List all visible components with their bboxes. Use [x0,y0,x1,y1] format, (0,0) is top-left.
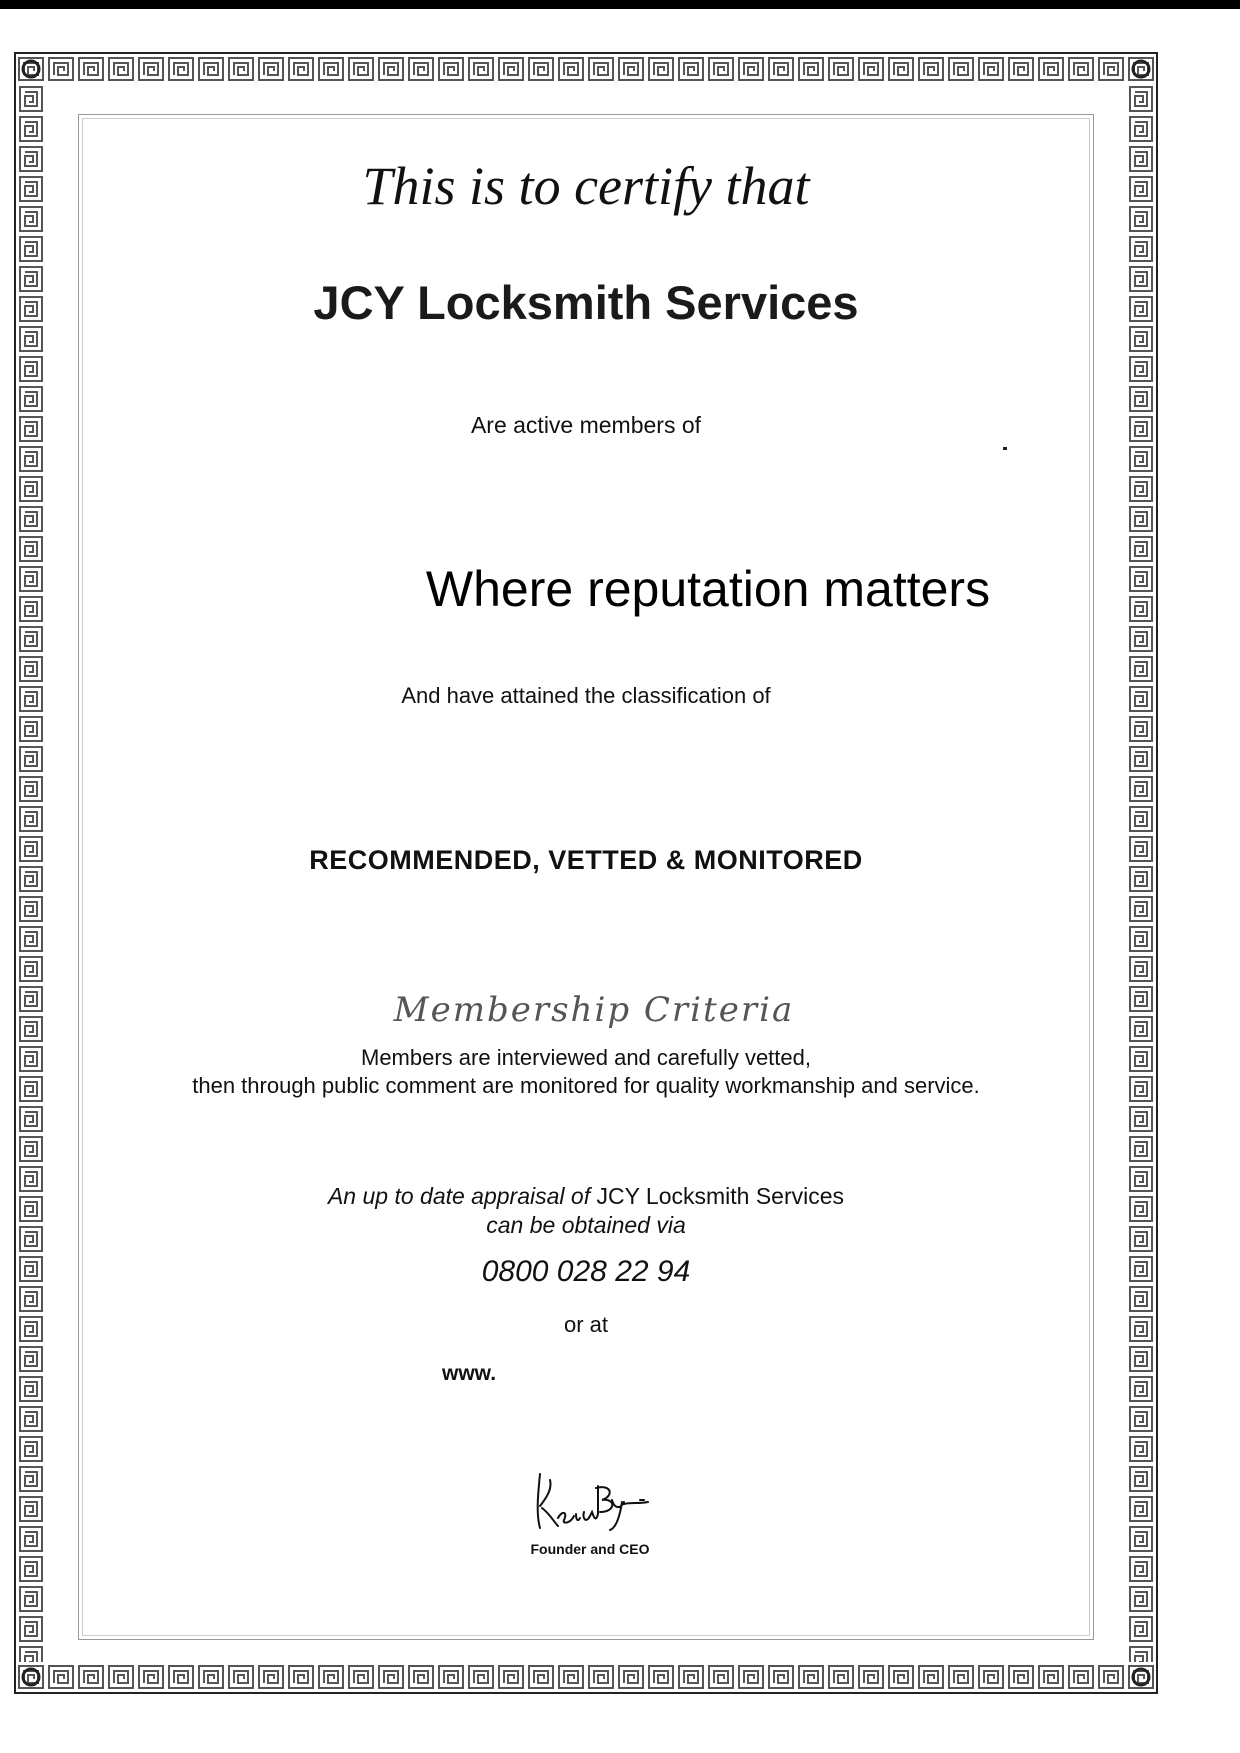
attained-text: And have attained the classification of [401,683,771,708]
signatory-title: Founder and CEO [530,1541,650,1557]
appraisal-company: JCY Locksmith Services [596,1183,845,1209]
membership-criteria-heading: Membership Criteria [393,990,795,1030]
members-of-text: Are active members of [470,412,702,438]
certificate-inner-frame [78,114,1094,1640]
company-name: JCY Locksmith Services [313,276,859,329]
ceo-signature [532,1466,652,1534]
greek-key-border-right [1126,84,1156,1662]
criteria-description [192,1044,980,1100]
scan-speck [1003,447,1007,450]
criteria-line-1: Members are interviewed and carefully vetted, [360,1045,811,1070]
greek-key-border-left [16,84,46,1662]
phone-number[interactable]: 0800 028 22 94 [481,1255,691,1288]
greek-key-border-bottom [16,1662,1156,1692]
appraisal-prefix: An up to date appraisal of [327,1183,591,1209]
scan-edge-bar [0,0,1240,9]
organization-tagline: Where reputation matters [425,561,991,617]
classification-title: RECOMMENDED, VETTED & MONITORED [309,845,863,875]
certify-heading: This is to certify that [362,156,810,216]
criteria-line-2: then through public comment are monitored for quality workmanship and service. [192,1073,980,1098]
appraisal-text [328,1182,844,1240]
appraisal-line-2: can be obtained via [486,1212,686,1238]
or-at-text: or at [563,1312,609,1337]
website-link[interactable]: www. [442,1362,497,1385]
greek-key-border-top [16,54,1156,84]
